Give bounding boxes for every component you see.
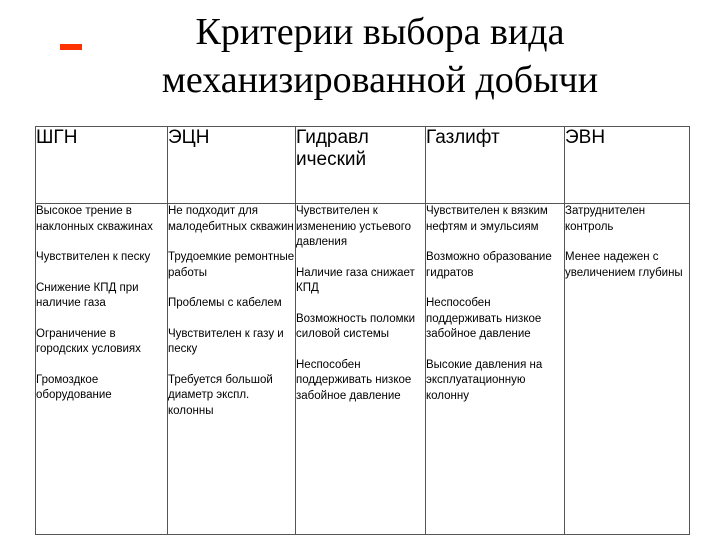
slide-title [100,8,660,104]
accent-bar [60,44,82,50]
cell-hydraulic [296,204,426,535]
list-item: Громоздкое оборудование [36,373,112,401]
list-item: Менее надежен с увеличением глубины [565,251,683,279]
header-cell-hydraulic: Гидравл ический [296,127,426,204]
cell-ecn [168,204,296,535]
list-item: Возможно образование гидратов [426,251,552,279]
list-item: Снижение КПД при наличие газа [36,281,139,309]
list-item: Возможность поломки силовой системы [296,312,415,340]
header-cell-gaslift: Газлифт [426,127,565,204]
table-row [36,204,690,535]
list-item: Чувствителен к газу и песку [168,327,284,355]
criteria-table [35,126,690,535]
list-item: Высокое трение в наклонных скважинах [36,205,153,233]
header-cell-ecn: ЭЦН [168,127,296,204]
header-cell-shgn: ШГН [36,127,168,204]
title-line-1: Критерии выбора вида [195,11,565,53]
cell-shgn [36,204,168,535]
list-item: Трудоемкие ремонтные работы [168,251,295,279]
cell-evn [565,204,690,535]
list-item: Не подходит для малодебитных скважин [168,205,294,233]
list-item: Чувствителен к песку [36,251,151,263]
cell-gaslift [426,204,565,535]
list-item: Высокие давления на эксплуатационную колонну [426,358,543,402]
list-item: Ограничение в городских условиях [36,327,141,355]
list-item: Чувствителен к вязким нефтям и эмульсиям [426,205,548,233]
list-item: Наличие газа снижает КПД [296,266,415,294]
list-item: Неспособен поддерживать низкое забойное давление [426,297,542,340]
list-item: Проблемы с кабелем [168,297,282,309]
header-row [36,127,690,204]
list-item: Требуется большой диаметр экспл. колонны [168,373,273,417]
title-line-2: механизированной добычи [161,59,599,101]
list-item: Чувствителен к изменению устьевого давления [296,205,412,248]
list-item: Затруднителен контроль [565,205,646,233]
list-item: Неспособен поддерживать низкое забойное давление [296,358,412,402]
header-cell-evn: ЭВН [565,127,690,204]
